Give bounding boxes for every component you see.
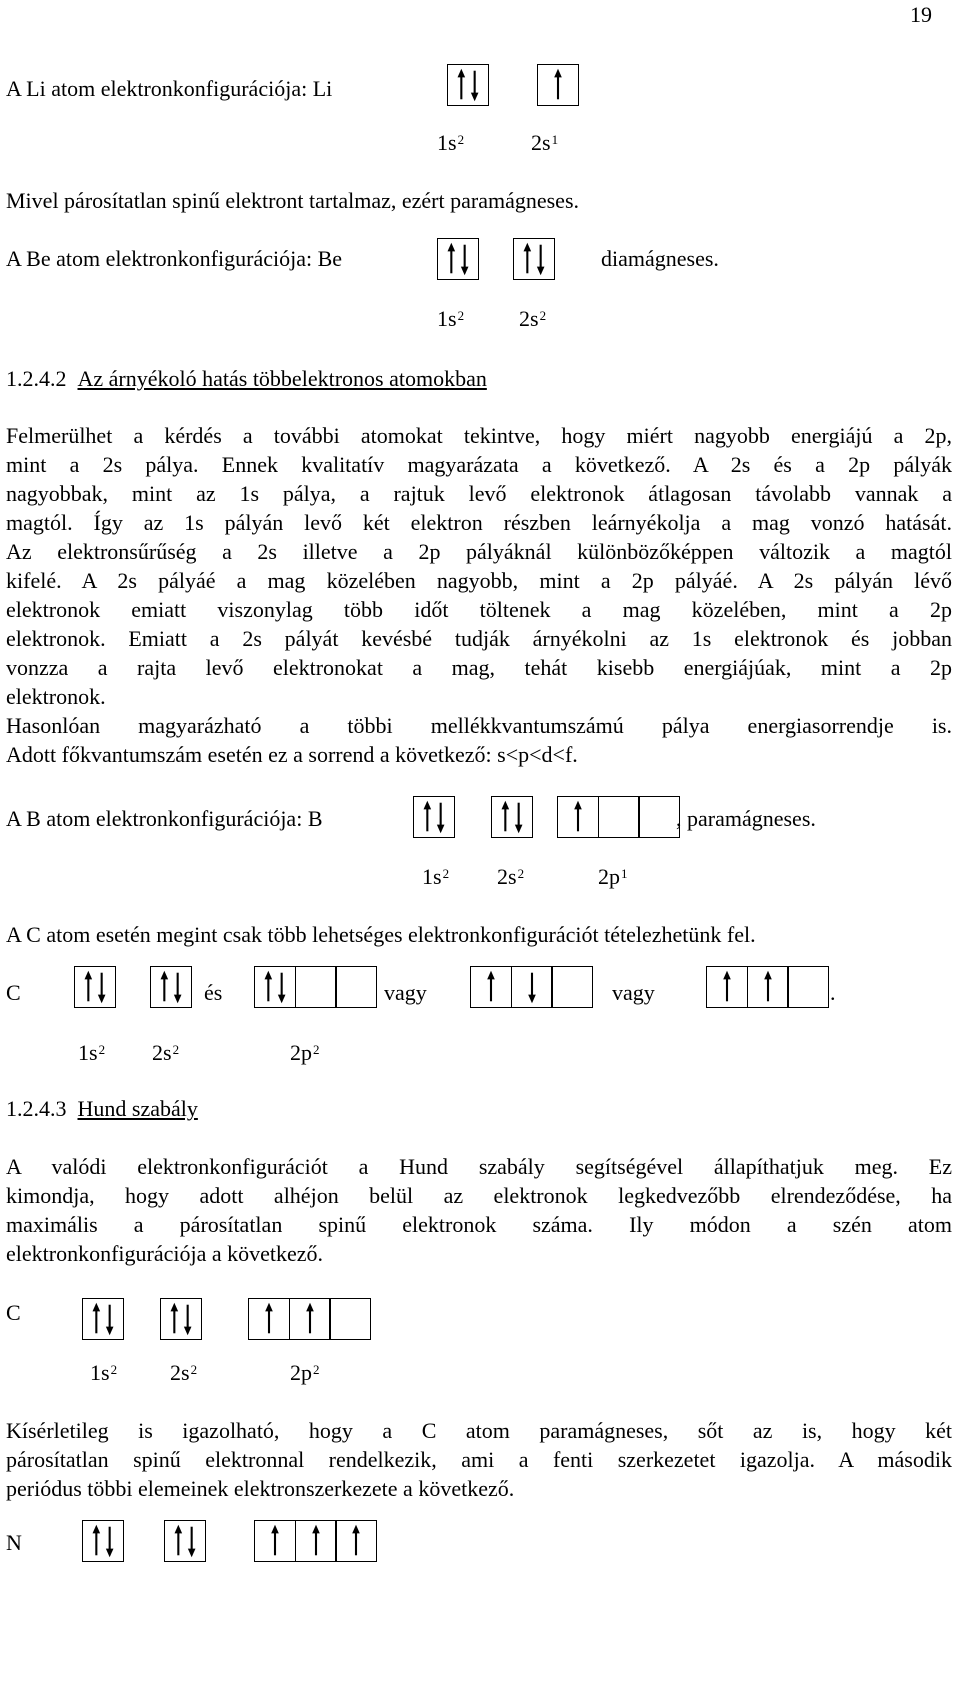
paragraph-experimental: [6, 1416, 952, 1503]
orbital-box: [747, 966, 789, 1008]
b-label-1s: $1s^2$: [422, 864, 450, 889]
li-orbital-2s: [537, 64, 578, 106]
text-line: elektronkonfigurációja a következő.: [6, 1241, 324, 1266]
text-line: periódus többi elemeinek elektronszerkezete a következő.: [6, 1476, 515, 1501]
text-line: kimondja, hogy adott alhéjon belül az elektronok legkedvezőbb elrendeződése, ha: [6, 1183, 952, 1208]
c-hund-1s: [82, 1298, 123, 1340]
orbital-box: [82, 1298, 124, 1340]
orbital-box: [537, 64, 579, 106]
orbital-box: [164, 1520, 206, 1562]
c-or-word-1: vagy: [384, 980, 427, 1005]
page-number: 19: [910, 2, 932, 27]
orbital-box: [82, 1520, 124, 1562]
text-line: A valódi elektronkonfigurációt a Hund szabály segítségével állapíthatjuk meg. Ez: [6, 1154, 952, 1179]
c-hund-label-2s: $2s^2$: [170, 1360, 198, 1385]
b-label-2s: $2s^2$: [497, 864, 525, 889]
orbital-box: [335, 966, 377, 1008]
orbital-box: [557, 796, 599, 838]
orbital-box: [413, 796, 455, 838]
b-orbital-2s: [491, 796, 532, 838]
text-line: maximális a párosítatlan spinű elektronok száma. Ily módon a szén atom: [6, 1212, 952, 1237]
orbital-box: [160, 1298, 202, 1340]
orbital-box: [150, 966, 192, 1008]
c-intro: A C atom esetén megint csak több lehetséges elektronkonfigurációt tételezhetünk fel.: [6, 922, 756, 947]
text-line: vonzza a rajta levő elektronokat a mag, tehát kisebb energiájúak, mint a 2p: [6, 655, 952, 680]
text-line: kifelé. A 2s pályáé a mag közelében nagyobb, mint a 2p pályáé. A 2s pályán lévő: [6, 568, 952, 593]
orbital-box: [470, 966, 512, 1008]
c-hund-2p: [248, 1298, 370, 1340]
n-2p: [254, 1520, 376, 1562]
c-or-word-2: vagy: [612, 980, 655, 1005]
n-2s: [164, 1520, 205, 1562]
c-option1-2p: [254, 966, 376, 1008]
paragraph-shielding: [6, 421, 952, 769]
orbital-box: [248, 1298, 290, 1340]
text-line: elektronok emiatt viszonylag több időt töltenek a mag közelében, mint a 2p: [6, 597, 952, 622]
n-1s: [82, 1520, 123, 1562]
section-heading-hund: [6, 1096, 198, 1122]
li-label-1s: $1s^2$: [437, 130, 465, 155]
text-line: Felmerülhet a kérdés a további atomokat tekintve, hogy miért nagyobb energiájú a 2p,: [6, 423, 952, 448]
text-line: elektronok.: [6, 684, 106, 709]
b-config-text: A B atom elektronkonfigurációja: B: [6, 806, 323, 831]
b-orbital-1s: [413, 796, 454, 838]
orbital-box: [787, 966, 829, 1008]
orbital-box: [551, 966, 593, 1008]
c-option1-1s: [74, 966, 115, 1008]
c-label-2p: $2p^2$: [290, 1040, 320, 1065]
section-title: Az árnyékoló hatás többelektronos atomokban: [77, 366, 487, 391]
c-option1-2s: [150, 966, 191, 1008]
be-label-1s: $1s^2$: [437, 306, 465, 331]
n-symbol: N: [6, 1530, 22, 1555]
orbital-box: [254, 1520, 296, 1562]
orbital-box: [491, 796, 533, 838]
orbital-box: [513, 238, 555, 280]
orbital-box: [289, 1298, 331, 1340]
text-line: Kísérletileg is igazolható, hogy a C atom paramágneses, sőt az is, hogy két: [6, 1418, 952, 1443]
be-label-2s: $2s^2$: [519, 306, 547, 331]
li-label-2s: $2s^1$: [531, 130, 559, 155]
be-orbital-1s: [437, 238, 478, 280]
b-orbital-2p: [557, 796, 679, 838]
c-option3-2p: [706, 966, 828, 1008]
text-line: elektronok. Emiatt a 2s pályát kevésbé tudják árnyékolni az 1s elektronok és jobban: [6, 626, 952, 651]
text-line: Hasonlóan magyarázható a többi mellékkvantumszámú pálya energiasorrendje is.: [6, 713, 952, 738]
text-line: nagyobbak, mint az 1s pálya, a rajtuk levő elektronok átlagosan távolabb vannak a: [6, 481, 952, 506]
c-hund-2s: [160, 1298, 201, 1340]
be-suffix: diamágneses.: [601, 246, 719, 271]
orbital-box: [437, 238, 479, 280]
section-number: 1.2.4.3: [6, 1096, 67, 1121]
orbital-box: [295, 966, 337, 1008]
orbital-box: [295, 1520, 337, 1562]
text-line: Adott főkvantumszám esetén ez a sorrend a következő: s<p<d<f.: [6, 742, 578, 767]
c-hund-label-1s: $1s^2$: [90, 1360, 118, 1385]
orbital-box: [638, 796, 680, 838]
orbital-box: [598, 796, 640, 838]
orbital-box: [329, 1298, 371, 1340]
c-label-2s: $2s^2$: [152, 1040, 180, 1065]
c-option2-2p: [470, 966, 592, 1008]
text-line: Az elektronsűrűség a 2s illetve a 2p pályáknál különbözőképpen változik a magtól: [6, 539, 952, 564]
li-orbital-1s: [447, 64, 488, 106]
orbital-box: [74, 966, 116, 1008]
be-orbital-2s: [513, 238, 554, 280]
section-heading-shielding: [6, 366, 487, 392]
c-and-word: és: [204, 980, 223, 1005]
orbital-box: [335, 1520, 377, 1562]
orbital-box: [511, 966, 553, 1008]
c-symbol: C: [6, 980, 21, 1005]
paragraph-hund: [6, 1152, 952, 1268]
orbital-box: [706, 966, 748, 1008]
text-line: magtól. Így az 1s pályán levő két elektron részben leárnyékolja a mag vonzó hatását.: [6, 510, 952, 535]
text-line: mint a 2s pálya. Ennek kvalitatív magyarázata a következő. A 2s és a 2p pályák: [6, 452, 952, 477]
b-suffix: , paramágneses.: [676, 806, 816, 831]
section-title: Hund szabály: [77, 1096, 198, 1121]
c-options-end: .: [830, 980, 836, 1005]
li-note: Mivel párosítatlan spinű elektront tartalmaz, ezért paramágneses.: [6, 188, 579, 213]
b-label-2p: $2p^1$: [598, 864, 628, 889]
c-hund-label-2p: $2p^2$: [290, 1360, 320, 1385]
c-hund-symbol: C: [6, 1300, 21, 1325]
text-line: párosítatlan spinű elektronnal rendelkezik, ami a fenti szerkezetet igazolja. A második: [6, 1447, 952, 1472]
li-config-text: A Li atom elektronkonfigurációja: Li: [6, 76, 333, 101]
orbital-box: [447, 64, 489, 106]
c-label-1s: $1s^2$: [78, 1040, 106, 1065]
be-config-text: A Be atom elektronkonfigurációja: Be: [6, 246, 343, 271]
orbital-box: [254, 966, 296, 1008]
section-number: 1.2.4.2: [6, 366, 67, 391]
